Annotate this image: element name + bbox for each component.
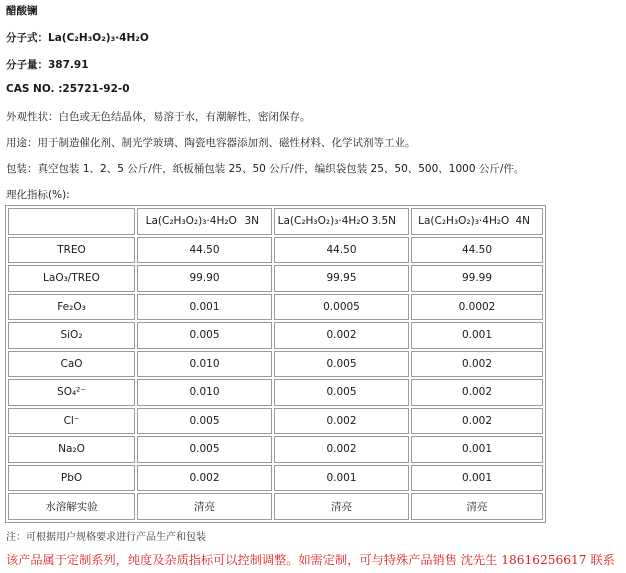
table-cell: 0.001 [137, 294, 272, 321]
table-cell: 清亮 [411, 493, 543, 520]
table-row [8, 408, 543, 435]
mw-label: 分子量： [6, 59, 48, 71]
row-label: PbO [8, 465, 135, 492]
table-cell: 99.90 [137, 265, 272, 292]
table-cell: 0.002 [411, 351, 543, 378]
formula-label: 分子式： [6, 32, 48, 44]
table-header-row [8, 208, 543, 235]
table-row [8, 322, 543, 349]
header-corner-cell [8, 208, 135, 235]
cas-line [6, 83, 130, 95]
header-cell: La(C₂H₃O₂)₃·4H₂O 3.5N [274, 208, 409, 235]
row-label: TREO [8, 237, 135, 264]
table-cell: 0.005 [137, 436, 272, 463]
table-cell: 44.50 [411, 237, 543, 264]
table-cell: 44.50 [137, 237, 272, 264]
table-cell: 0.010 [137, 351, 272, 378]
table-row [8, 237, 543, 264]
table-cell: 0.001 [274, 465, 409, 492]
header-cell: La(C₂H₃O₂)₃·4H₂O 4N [411, 208, 543, 235]
table-cell: 0.005 [274, 379, 409, 406]
table-cell: 0.010 [137, 379, 272, 406]
packaging-text: 包装：真空包装 1、2、5 公斤/件，纸板桶包装 25、50 公斤/件，编织袋包装 25、50、500、1000 公斤/件。 [6, 163, 525, 175]
table-row [8, 351, 543, 378]
table-cell: 0.005 [137, 408, 272, 435]
row-label: 水溶解实验 [8, 493, 135, 520]
table-cell: 清亮 [274, 493, 409, 520]
table-cell: 0.002 [411, 379, 543, 406]
table-cell: 0.002 [274, 436, 409, 463]
table-cell: 0.001 [411, 322, 543, 349]
table-cell: 0.001 [411, 465, 543, 492]
table-cell: 0.005 [137, 322, 272, 349]
row-label: SiO₂ [8, 322, 135, 349]
spec-table [5, 205, 546, 523]
row-label: Cl⁻ [8, 408, 135, 435]
footnote: 注：可根据用户规格要求进行产品生产和包装 [6, 532, 206, 543]
table-cell: 0.002 [274, 408, 409, 435]
product-title: 醋酸镧 [6, 5, 38, 17]
mw-value: 387.91 [48, 59, 89, 71]
table-cell: 99.95 [274, 265, 409, 292]
table-row [8, 294, 543, 321]
table-cell: 0.005 [274, 351, 409, 378]
table-cell: 0.0002 [411, 294, 543, 321]
table-cell: 44.50 [274, 237, 409, 264]
table-cell: 0.0005 [274, 294, 409, 321]
row-label: Fe₂O₃ [8, 294, 135, 321]
table-cell: 0.002 [411, 408, 543, 435]
table-row [8, 379, 543, 406]
table-cell: 99.99 [411, 265, 543, 292]
custom-order-notice: 该产品属于定制系列，纯度及杂质指标可以控制调整。如需定制，可与特殊产品销售 沈先生 18616256617 联系 [6, 553, 615, 567]
cas-value: :25721-92-0 [58, 83, 130, 95]
table-cell: 0.002 [274, 322, 409, 349]
header-cell: La(C₂H₃O₂)₃·4H₂O 3N [137, 208, 272, 235]
formula-value: La(C₂H₃O₂)₃·4H₂O [48, 32, 149, 44]
table-row [8, 493, 543, 520]
table-cell: 清亮 [137, 493, 272, 520]
cas-label: CAS NO. [6, 83, 55, 95]
row-label: SO₄²⁻ [8, 379, 135, 406]
row-label: Na₂O [8, 436, 135, 463]
formula-line [6, 30, 149, 45]
molecular-weight-line [6, 57, 89, 72]
table-cell: 0.002 [137, 465, 272, 492]
table-row [8, 265, 543, 292]
table-row [8, 465, 543, 492]
table-cell: 0.001 [411, 436, 543, 463]
spec-title: 理化指标(%): [6, 189, 70, 201]
usage-text: 用途：用于制造催化剂、制光学玻璃、陶瓷电容器添加剂、磁性材料、化学试剂等工业。 [6, 137, 416, 149]
row-label: LaO₃/TREO [8, 265, 135, 292]
appearance-text: 外观性状：白色或无色结晶体，易溶于水，有潮解性，密闭保存。 [6, 111, 311, 123]
row-label: CaO [8, 351, 135, 378]
table-row [8, 436, 543, 463]
